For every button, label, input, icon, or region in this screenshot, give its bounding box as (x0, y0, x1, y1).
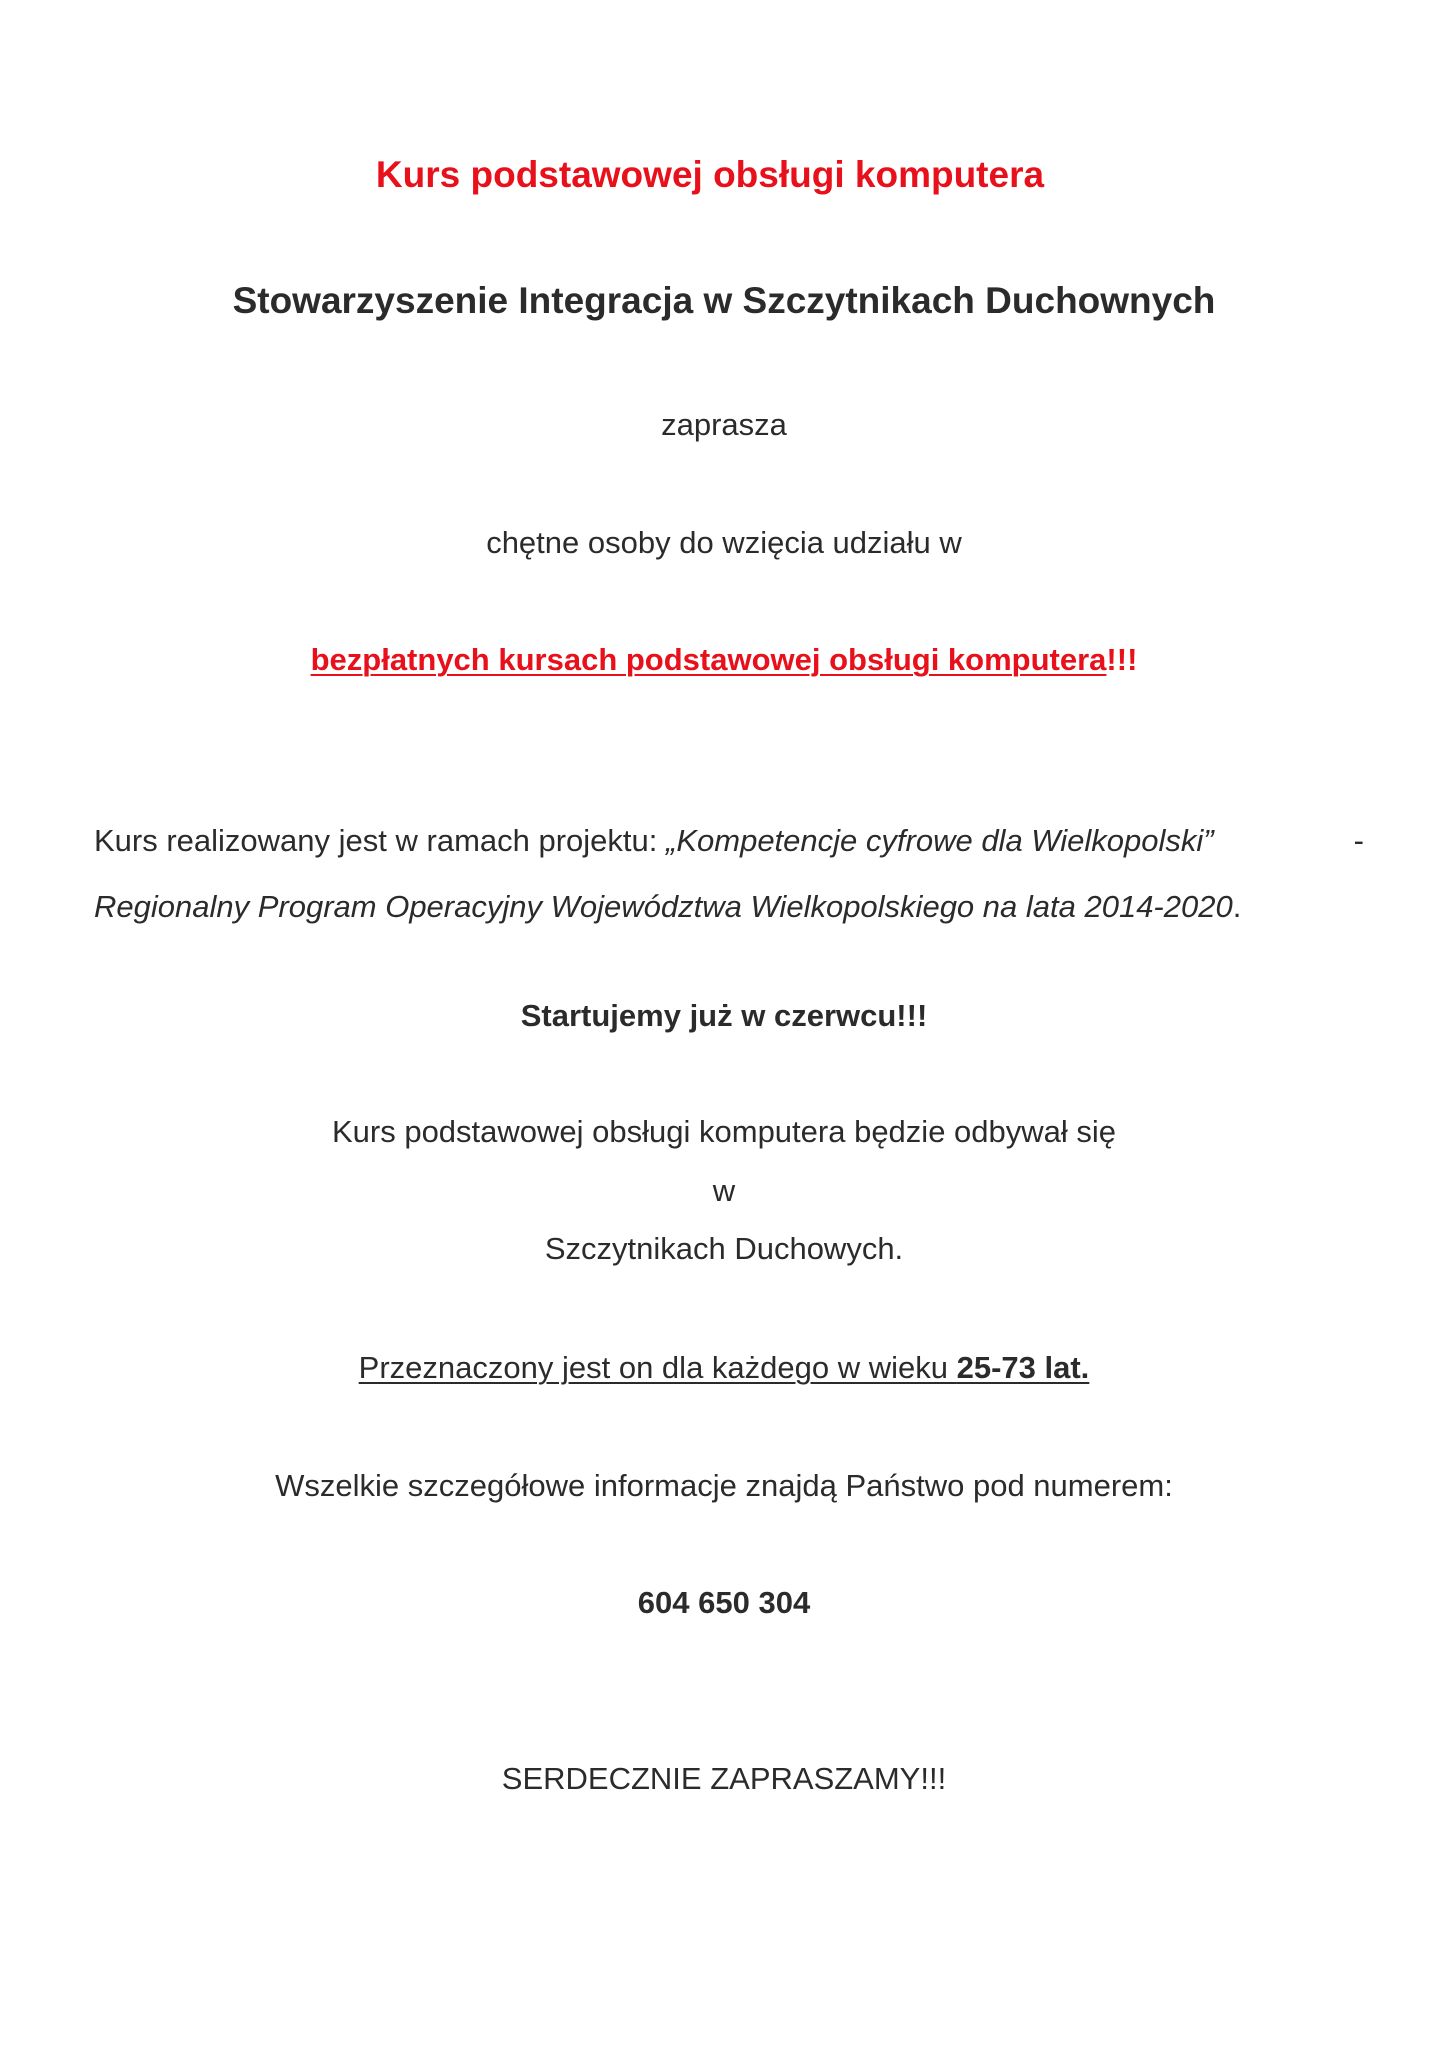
project-line-1-main (94, 808, 1214, 874)
program-end: . (1232, 889, 1242, 924)
project-name: „Kompetencje cyfrowe dla Wielkopolski” (666, 823, 1214, 858)
free-courses-heading (0, 644, 1448, 675)
place-line-2: w (712, 1173, 736, 1208)
project-dash: - (1353, 823, 1364, 858)
project-line-2 (94, 874, 1364, 940)
project-prefix: Kurs realizowany jest w ramach projektu: (94, 823, 667, 858)
project-paragraph (94, 808, 1364, 940)
invite-audience-text: chętne osoby do wzięcia udziału w (486, 525, 962, 560)
program-name: Regionalny Program Operacyjny Województwa Wielkopolskiego na lata 2014-2020 (94, 889, 1233, 924)
organization-name: Stowarzyszenie Integracja w Szczytnikach Duchownych (232, 280, 1216, 321)
closing-text: SERDECZNIE ZAPRASZAMY!!! (501, 1761, 947, 1796)
audience-info (0, 1352, 1448, 1383)
start-announcement: Startujemy już w czerwcu!!! (520, 998, 928, 1033)
project-line-1 (94, 808, 1364, 874)
audience-prefix: Przeznaczony jest on dla każdego w wieku (358, 1350, 957, 1385)
phone-number: 604 650 304 (637, 1585, 811, 1620)
document-title: Kurs podstawowej obsługi komputera (375, 154, 1045, 195)
place-line-1: Kurs podstawowej obsługi komputera będzie odbywał się (331, 1114, 1117, 1149)
place-line-3: Szczytnikach Duchowych. (544, 1231, 904, 1266)
audience-age: 25-73 lat. (956, 1350, 1090, 1385)
audience-underlined (359, 1350, 1090, 1385)
invite-text: zaprasza (661, 407, 787, 442)
contact-info-text: Wszelkie szczegółowe informacje znajdą Państwo pod numerem: (275, 1468, 1173, 1503)
free-courses-underlined: bezpłatnych kursach podstawowej obsługi komputera (310, 642, 1107, 677)
free-courses-exclaim: !!! (1106, 642, 1138, 677)
